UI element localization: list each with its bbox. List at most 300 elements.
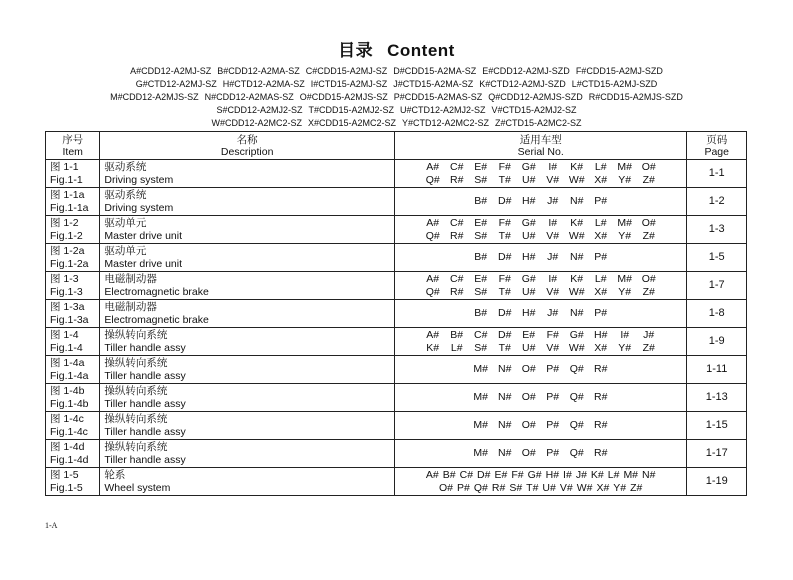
serial-code: P# (594, 307, 608, 319)
description-cn: 驱动系统 (104, 160, 147, 173)
serial-code: G# (569, 328, 584, 341)
serial-code: N# (497, 447, 512, 459)
serial-cell (394, 384, 687, 412)
model-code: W#CDD12-A2MC2-SZ (211, 118, 302, 128)
description-cell (100, 468, 395, 496)
serial-code: L# (607, 468, 620, 481)
serial-code: H# (521, 251, 536, 263)
serial-code: N# (642, 468, 656, 481)
serial-code: D# (497, 307, 512, 319)
model-code: I#CTD15-A2MJ-SZ (310, 79, 388, 89)
content-table (45, 131, 747, 496)
serial-line (399, 447, 683, 460)
page-cell: 1-8 (687, 300, 747, 328)
serial-code: F# (546, 328, 559, 341)
header-page-en: Page (704, 145, 729, 158)
page-cell: 1-2 (687, 188, 747, 216)
serial-cell (394, 328, 687, 356)
description-cn: 驱动单元 (104, 244, 147, 257)
item-cn: 图 1-3a (50, 300, 85, 313)
header-description (100, 132, 395, 160)
serial-code: A# (426, 328, 440, 341)
serial-code: N# (569, 195, 584, 207)
serial-code: X# (594, 341, 608, 354)
serial-code: O# (641, 160, 656, 173)
item-cn: 图 1-4c (50, 412, 84, 425)
model-line (0, 65, 793, 78)
header-serial-en: Serial No. (517, 145, 564, 158)
item-cell (46, 244, 100, 272)
description-cn: 操纵转向系统 (104, 412, 168, 425)
item-cell (46, 440, 100, 468)
serial-code: Q# (569, 391, 584, 403)
serial-code: O# (641, 272, 656, 285)
model-code: V#CTD15-A2MJ2-SZ (491, 105, 577, 115)
serial-code: S# (474, 229, 488, 242)
model-line (0, 91, 793, 104)
serial-code: F# (511, 468, 524, 481)
description-cell (100, 384, 395, 412)
serial-code: Q# (569, 363, 584, 375)
serial-code: S# (474, 341, 488, 354)
item-cn: 图 1-4 (50, 328, 79, 341)
serial-code: F# (498, 160, 511, 173)
model-code: M#CDD12-A2MJS-SZ (110, 92, 199, 102)
description-en: Wheel system (104, 481, 171, 494)
item-cn: 图 1-2a (50, 244, 85, 257)
description-en: Electromagnetic brake (104, 313, 209, 326)
item-cn: 图 1-4d (50, 440, 85, 453)
serial-code: P# (546, 391, 560, 403)
serial-code: Y# (618, 285, 632, 298)
model-code: N#CDD12-A2MAS-SZ (204, 92, 294, 102)
serial-code: L# (594, 272, 607, 285)
serial-line (399, 161, 683, 174)
page-cell: 1-17 (687, 440, 747, 468)
serial-code: N# (497, 363, 512, 375)
serial-code: D# (497, 328, 512, 341)
serial-cell (394, 160, 687, 188)
item-cell (46, 468, 100, 496)
serial-code: P# (457, 481, 470, 494)
serial-code: G# (527, 468, 542, 481)
model-code: D#CDD15-A2MA-SZ (393, 66, 477, 76)
serial-code: M# (623, 468, 639, 481)
serial-code: Q# (569, 447, 584, 459)
serial-code: H# (521, 307, 536, 319)
page-title-en: Content (387, 41, 455, 60)
serial-code: S# (509, 481, 523, 494)
description-cell (100, 440, 395, 468)
model-code: R#CDD15-A2MJS-SZD (588, 92, 683, 102)
header-page (687, 132, 747, 160)
serial-code: G# (521, 272, 536, 285)
serial-code: V# (546, 173, 560, 186)
header-item-en: Item (62, 145, 83, 158)
model-line (0, 78, 793, 91)
description-cell (100, 272, 395, 300)
model-code: O#CDD15-A2MJS-SZ (299, 92, 388, 102)
serial-code: Q# (473, 481, 488, 494)
serial-line (399, 329, 683, 342)
serial-code: Y# (618, 229, 632, 242)
serial-cell (394, 300, 687, 328)
header-item (46, 132, 100, 160)
table-row (46, 356, 747, 384)
serial-cell (394, 216, 687, 244)
serial-cell (394, 188, 687, 216)
table-row (46, 300, 747, 328)
serial-code: M# (617, 272, 632, 285)
serial-code: R# (593, 363, 608, 375)
serial-code: W# (568, 173, 585, 186)
description-en: Tiller handle assy (104, 425, 186, 438)
serial-code: H# (521, 195, 536, 207)
serial-code: Q# (425, 173, 440, 186)
serial-line (399, 286, 683, 299)
serial-code: W# (568, 229, 585, 242)
serial-code: M# (473, 447, 488, 459)
serial-line (399, 195, 683, 208)
item-en: Fig.1-5 (50, 481, 83, 494)
item-cell (46, 384, 100, 412)
serial-code: B# (474, 195, 488, 207)
model-code: Q#CDD12-A2MJS-SZD (488, 92, 583, 102)
serial-code: U# (542, 481, 556, 494)
serial-code: O# (521, 447, 536, 459)
serial-code: E# (474, 272, 488, 285)
model-code: H#CTD12-A2MA-SZ (222, 79, 305, 89)
model-code: E#CDD12-A2MJ-SZD (482, 66, 570, 76)
table-row (46, 384, 747, 412)
serial-code: H# (593, 328, 608, 341)
serial-code: N# (569, 251, 584, 263)
serial-cell (394, 412, 687, 440)
serial-code: O# (521, 363, 536, 375)
serial-code: V# (546, 285, 560, 298)
serial-code: U# (521, 341, 536, 354)
description-cell (100, 244, 395, 272)
table-row (46, 412, 747, 440)
serial-line (399, 482, 683, 495)
serial-code: A# (426, 216, 440, 229)
page-cell: 1-19 (687, 468, 747, 496)
description-cn: 操纵转向系统 (104, 384, 168, 397)
header-description-en: Description (220, 145, 274, 158)
serial-code: N# (569, 307, 584, 319)
serial-code: T# (498, 173, 511, 186)
serial-code: L# (594, 160, 607, 173)
serial-code: I# (548, 272, 558, 285)
serial-line (399, 174, 683, 187)
serial-code: W# (568, 341, 585, 354)
serial-line (399, 419, 683, 432)
serial-code: Q# (425, 229, 440, 242)
description-en: Electromagnetic brake (104, 285, 209, 298)
serial-code: J# (547, 195, 559, 207)
serial-code: D# (477, 468, 491, 481)
description-cell (100, 412, 395, 440)
serial-line (399, 251, 683, 264)
serial-code: R# (449, 229, 464, 242)
serial-code: Z# (642, 285, 655, 298)
serial-code: M# (473, 391, 488, 403)
serial-line (399, 230, 683, 243)
item-en: Fig.1-4 (50, 341, 83, 354)
item-cn: 图 1-5 (50, 468, 79, 481)
serial-code: X# (594, 285, 608, 298)
description-en: Tiller handle assy (104, 397, 186, 410)
serial-line (399, 391, 683, 404)
serial-code: Y# (613, 481, 627, 494)
serial-cell (394, 244, 687, 272)
serial-code: S# (474, 173, 488, 186)
serial-code: N# (497, 419, 512, 431)
description-en: Driving system (104, 201, 174, 214)
serial-code: T# (526, 481, 539, 494)
serial-code: J# (547, 251, 559, 263)
description-cn: 电磁制动器 (104, 300, 157, 313)
item-cell (46, 412, 100, 440)
serial-code: P# (546, 447, 560, 459)
item-cn: 图 1-1 (50, 160, 79, 173)
serial-code: R# (449, 285, 464, 298)
page-cell: 1-1 (687, 160, 747, 188)
item-cell (46, 216, 100, 244)
page-cell: 1-7 (687, 272, 747, 300)
description-cn: 电磁制动器 (104, 272, 157, 285)
serial-code: Q# (569, 419, 584, 431)
item-cell (46, 300, 100, 328)
serial-code: X# (594, 173, 608, 186)
serial-code: I# (548, 160, 558, 173)
model-code: T#CDD15-A2MJ2-SZ (308, 105, 394, 115)
header-serial (394, 132, 687, 160)
serial-code: O# (439, 481, 454, 494)
serial-code: G# (521, 216, 536, 229)
model-code: P#CDD15-A2MAS-SZ (393, 92, 483, 102)
description-cn: 操纵转向系统 (104, 440, 168, 453)
serial-code: M# (473, 419, 488, 431)
serial-cell (394, 468, 687, 496)
serial-code: G# (521, 160, 536, 173)
model-code: L#CTD15-A2MJ-SZD (571, 79, 658, 89)
item-cell (46, 160, 100, 188)
serial-code: F# (498, 272, 511, 285)
serial-line (399, 217, 683, 230)
page-cell: 1-3 (687, 216, 747, 244)
table-row (46, 440, 747, 468)
serial-cell (394, 272, 687, 300)
serial-code: H# (545, 468, 560, 481)
serial-code: Z# (642, 229, 655, 242)
item-cn: 图 1-4a (50, 356, 85, 369)
table-row (46, 328, 747, 356)
table-row (46, 272, 747, 300)
description-en: Tiller handle assy (104, 369, 186, 382)
table-row (46, 468, 747, 496)
serial-code: Q# (425, 285, 440, 298)
serial-code: A# (426, 272, 440, 285)
item-en: Fig.1-4c (50, 425, 88, 438)
description-en: Driving system (104, 173, 174, 186)
serial-code: X# (594, 229, 608, 242)
page-cell: 1-15 (687, 412, 747, 440)
serial-code: R# (593, 447, 608, 459)
description-en: Tiller handle assy (104, 341, 186, 354)
serial-line (399, 469, 683, 482)
serial-code: Z# (642, 173, 655, 186)
serial-code: L# (594, 216, 607, 229)
serial-code: A# (426, 160, 440, 173)
serial-code: E# (522, 328, 536, 341)
serial-code: M# (473, 363, 488, 375)
serial-line (399, 342, 683, 355)
item-en: Fig.1-2a (50, 257, 89, 270)
serial-code: X# (596, 481, 610, 494)
page-cell: 1-13 (687, 384, 747, 412)
item-en: Fig.1-4a (50, 369, 89, 382)
item-en: Fig.1-3a (50, 313, 89, 326)
serial-code: C# (449, 160, 464, 173)
description-en: Master drive unit (104, 257, 183, 270)
serial-code: O# (521, 391, 536, 403)
item-cell (46, 356, 100, 384)
serial-code: V# (546, 229, 560, 242)
serial-code: R# (491, 481, 506, 494)
serial-code: L# (450, 341, 463, 354)
description-cn: 操纵转向系统 (104, 356, 168, 369)
serial-code: C# (459, 468, 474, 481)
serial-code: P# (594, 251, 608, 263)
item-cell (46, 188, 100, 216)
description-cell (100, 356, 395, 384)
footer-page-label: 1-A (45, 521, 58, 530)
table-row (46, 216, 747, 244)
serial-code: F# (498, 216, 511, 229)
item-cn: 图 1-3 (50, 272, 79, 285)
item-cell (46, 272, 100, 300)
model-code: C#CDD15-A2MJ-SZ (305, 66, 388, 76)
serial-code: E# (474, 160, 488, 173)
serial-code: T# (498, 229, 511, 242)
table-header-row (46, 132, 747, 160)
item-en: Fig.1-4d (50, 453, 89, 466)
description-en: Tiller handle assy (104, 453, 186, 466)
serial-code: W# (576, 481, 593, 494)
model-code: B#CDD12-A2MA-SZ (217, 66, 300, 76)
description-cn: 轮系 (104, 468, 126, 481)
page-cell: 1-11 (687, 356, 747, 384)
serial-code: E# (494, 468, 508, 481)
serial-code: Z# (642, 341, 655, 354)
serial-code: W# (568, 285, 585, 298)
serial-code: R# (593, 419, 608, 431)
serial-code: B# (450, 328, 464, 341)
serial-code: I# (620, 328, 630, 341)
model-code: A#CDD12-A2MJ-SZ (130, 66, 212, 76)
serial-code: O# (641, 216, 656, 229)
page-cell: 1-5 (687, 244, 747, 272)
model-code: G#CTD12-A2MJ-SZ (135, 79, 217, 89)
item-en: Fig.1-1 (50, 173, 83, 186)
model-code: S#CDD12-A2MJ2-SZ (216, 105, 303, 115)
serial-code: I# (548, 216, 558, 229)
model-code: U#CTD12-A2MJ2-SZ (400, 105, 486, 115)
item-en: Fig.1-2 (50, 229, 83, 242)
header-description-cn: 名称 (236, 133, 258, 146)
model-code: X#CDD15-A2MC2-SZ (307, 118, 396, 128)
serial-code: V# (546, 341, 560, 354)
serial-code: U# (521, 229, 536, 242)
serial-code: U# (521, 285, 536, 298)
serial-code: T# (498, 341, 511, 354)
table-row (46, 188, 747, 216)
serial-code: B# (474, 251, 488, 263)
description-en: Master drive unit (104, 229, 183, 242)
serial-code: U# (521, 173, 536, 186)
serial-code: E# (474, 216, 488, 229)
header-item-cn: 序号 (62, 133, 84, 146)
serial-code: R# (593, 391, 608, 403)
serial-code: B# (474, 307, 488, 319)
serial-code: M# (617, 216, 632, 229)
description-cell (100, 160, 395, 188)
serial-code: D# (497, 251, 512, 263)
page-title (0, 36, 793, 61)
serial-code: J# (643, 328, 655, 341)
serial-code: C# (449, 272, 464, 285)
item-cell (46, 328, 100, 356)
description-cell (100, 328, 395, 356)
serial-code: J# (575, 468, 587, 481)
serial-code: O# (521, 419, 536, 431)
serial-cell (394, 440, 687, 468)
header-serial-cn: 适用车型 (519, 133, 562, 146)
page-cell: 1-9 (687, 328, 747, 356)
item-en: Fig.1-1a (50, 201, 89, 214)
serial-code: M# (617, 160, 632, 173)
model-code: Y#CTD12-A2MC2-SZ (402, 118, 490, 128)
model-code: F#CDD15-A2MJ-SZD (575, 66, 663, 76)
description-cell (100, 300, 395, 328)
serial-code: A# (425, 468, 439, 481)
serial-line (399, 363, 683, 376)
serial-code: J# (547, 307, 559, 319)
serial-code: P# (546, 419, 560, 431)
page-title-cn: 目录 (338, 41, 374, 60)
table-row (46, 160, 747, 188)
serial-code: Z# (630, 481, 643, 494)
item-cn: 图 1-2 (50, 216, 79, 229)
serial-code: P# (594, 195, 608, 207)
serial-code: N# (497, 391, 512, 403)
serial-code: R# (449, 173, 464, 186)
serial-code: D# (497, 195, 512, 207)
serial-code: Y# (618, 341, 632, 354)
model-code: Z#CTD15-A2MC2-SZ (495, 118, 582, 128)
item-en: Fig.1-4b (50, 397, 89, 410)
serial-code: C# (449, 216, 464, 229)
serial-code: K# (426, 341, 440, 354)
serial-code: P# (546, 363, 560, 375)
item-cn: 图 1-1a (50, 188, 85, 201)
serial-code: I# (563, 468, 572, 481)
serial-line (399, 273, 683, 286)
description-cn: 驱动系统 (104, 188, 147, 201)
model-code: K#CTD12-A2MJ-SZD (479, 79, 566, 89)
serial-code: K# (570, 160, 584, 173)
